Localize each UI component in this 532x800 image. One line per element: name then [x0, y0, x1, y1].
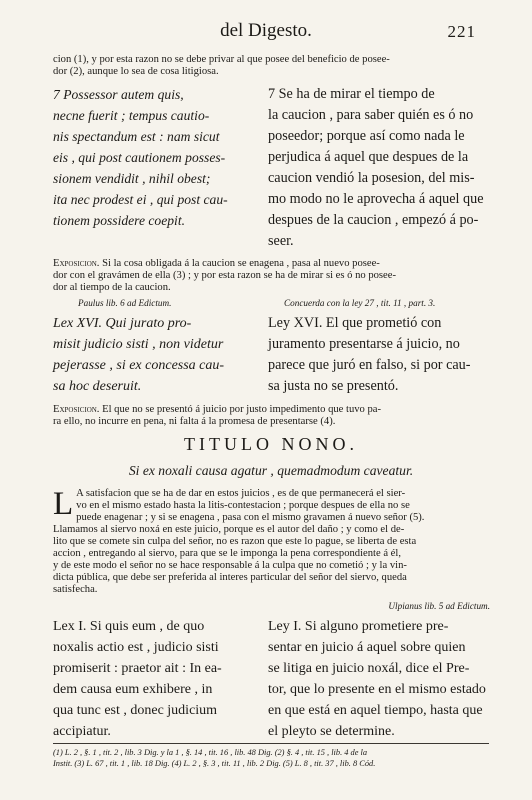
- text-line: Exposicion. Si la cosa obligada á la caucion se enagena , pasa al nuevo posee-: [53, 258, 380, 269]
- text-line: dor (2), aunque lo sea de cosa litigiosa.: [53, 66, 219, 77]
- latin-line: sionem vendidit , nihil obest;: [53, 171, 211, 186]
- citation-ulpianus: Ulpianus lib. 5 ad Edictum.: [388, 601, 490, 611]
- text-line: ra ello, no incurre en pena, ni falta á la promesa de presentarse (4).: [53, 416, 336, 427]
- text-line: puede enagenar ; y si se enagena , pasa con el mismo gravamen á nuevo señor (5).: [76, 512, 425, 523]
- latin-line: qua tunc est , donec judicium: [53, 703, 218, 718]
- footnote-line: (1) L. 2 , §. 1 , tit. 2 , lib. 3 Dig. y la 1 , §. 14 , tit. 16 , lib. 48 Dig. (2) §. 4 , tit. 15 , lib. 4 de la: [53, 748, 368, 757]
- intro-paragraph: [53, 54, 489, 78]
- spanish-line: la caucion , para saber quién es ó no: [268, 107, 474, 123]
- text-line: vo en el mismo estado hasta la litis-contestacion ; porque despues de ella no se: [76, 500, 410, 511]
- spanish-line: poseedor; porque así como nada le: [268, 128, 465, 144]
- latin-line: Lex I. Si quis eum , de quo: [53, 619, 205, 634]
- spanish-line: perjudica á aquel que despues de la: [268, 149, 469, 165]
- latin-line: sa hoc deseruit.: [53, 379, 142, 394]
- text-line: cion (1), y por esta razon no se debe privar al que posee del beneficio de posee-: [53, 54, 390, 65]
- latin-line: promiserit : praetor ait : In ea-: [53, 661, 222, 676]
- page-number: 221: [447, 22, 476, 41]
- latin-column-lex-1: [53, 616, 267, 742]
- spanish-line: caucion vendió la posesion, del mis-: [268, 170, 475, 186]
- text-line: Exposicion. El que no se presentó á juicio por justo impedimento que tuvo pa-: [53, 404, 382, 415]
- spanish-line: sentar en juicio á aquel sobre quien: [268, 640, 466, 655]
- text-line: dor con el gravámen de ella (3) ; y por esta razon se ha de mirar si es ó no posee-: [53, 270, 396, 281]
- running-title: del Digesto.: [220, 20, 312, 41]
- latin-line: nis spectandum est : nam sicut: [53, 129, 220, 144]
- latin-line: noxalis actio est , judicio sisti: [53, 640, 219, 655]
- text-line: A satisfacion que se ha de dar en estos juicios , es de que permanecerá el sier-: [76, 488, 406, 499]
- latin-line: pejerasse , si ex concessa cau-: [53, 358, 225, 373]
- spanish-line: juramento presentarse á juicio, no: [268, 336, 460, 352]
- spanish-line: seer.: [268, 233, 294, 249]
- spanish-line: Ley I. Si alguno prometiere pre-: [268, 619, 449, 634]
- citation-left: Paulus lib. 6 ad Edictum.: [78, 298, 172, 308]
- text-line: lito que se comete sin culpa del señor, no es razon que este lo pague, se liberta de esta: [53, 536, 417, 547]
- text-line: Llamamos al siervo noxá en este juicio, porque es el autor del daño ; y como el de-: [53, 524, 405, 535]
- footnotes: [53, 747, 489, 769]
- latin-column-lex-16: [53, 313, 267, 397]
- spanish-line: tor, que lo presente en el mismo estado: [268, 682, 486, 697]
- spanish-line: 7 Se ha de mirar el tiempo de: [268, 86, 435, 102]
- exposicion-paragraph-2: [53, 404, 489, 428]
- spanish-line: mo modo no le aprovecha á aquel que: [268, 191, 484, 207]
- latin-line: 7 Possessor autem quis,: [53, 87, 184, 102]
- latin-column-section-7: [53, 84, 265, 231]
- latin-line: ita nec prodest ei , qui post cau-: [53, 192, 228, 207]
- spanish-line: despues de la caucion , empezó á po-: [268, 212, 479, 228]
- drop-cap: L: [53, 486, 74, 522]
- text-line: satisfecha.: [53, 584, 98, 595]
- spanish-line: se litiga en juicio noxál, dice el Pre-: [268, 661, 470, 676]
- spanish-line: parece que juró en falso, si por cau-: [268, 357, 471, 373]
- latin-line: Lex XVI. Qui jurato pro-: [53, 316, 192, 331]
- section-title: TITULO NONO.: [184, 434, 358, 454]
- spanish-column-section-7: [268, 84, 492, 252]
- exposicion-paragraph-1: [53, 258, 489, 294]
- text-line: dicta pública, que debe ser preferida al interes particular del señor del siervo, queda: [53, 572, 407, 583]
- spanish-line: Ley XVI. El que prometió con: [268, 315, 442, 331]
- spanish-column-lex-16: [268, 313, 492, 397]
- text-line: dor al tiempo de la caucion.: [53, 282, 171, 293]
- footnote-divider: [53, 743, 489, 744]
- latin-line: dem causa eum exhibere , in: [53, 682, 213, 697]
- latin-line: accipiatur.: [53, 724, 111, 739]
- exposicion-label: Exposicion.: [53, 258, 100, 269]
- page-header: [0, 20, 532, 46]
- latin-line: eis , qui post cautionem posses-: [53, 150, 226, 165]
- spanish-line: sa justa no se presentó.: [268, 378, 399, 394]
- footnote-line: Instit. (3) L. 67 , tit. 1 , lib. 18 Dig. (4) L. 2 , §. 3 , tit. 11 , lib. 2 Dig. (5) L. 8 , tit. 37 , lib. 8 Cód.: [53, 759, 376, 768]
- text-line: y de este modo el señor no se hace responsable á la culpa que no cometió ; y la vin-: [53, 560, 407, 571]
- main-paragraph: [53, 488, 489, 596]
- exposicion-label: Exposicion.: [53, 404, 100, 415]
- spanish-line: en que está en aquel tiempo, hasta que: [268, 703, 483, 718]
- section-subtitle: Si ex noxali causa agatur , quemadmodum caveatur.: [128, 463, 414, 478]
- latin-line: misit judicio sisti , non videtur: [53, 337, 224, 352]
- spanish-line: el pleyto se determine.: [268, 724, 395, 739]
- latin-line: tionem possidere coepit.: [53, 213, 186, 228]
- citation-right: Concuerda con la ley 27 , tit. 11 , part. 3.: [284, 298, 436, 308]
- text-line: accion , entregando al siervo, para que se le imponga la pena correspondiente á él,: [53, 548, 401, 559]
- latin-line: necne fuerit ; tempus cautio-: [53, 108, 210, 123]
- spanish-column-lex-1: [268, 616, 492, 742]
